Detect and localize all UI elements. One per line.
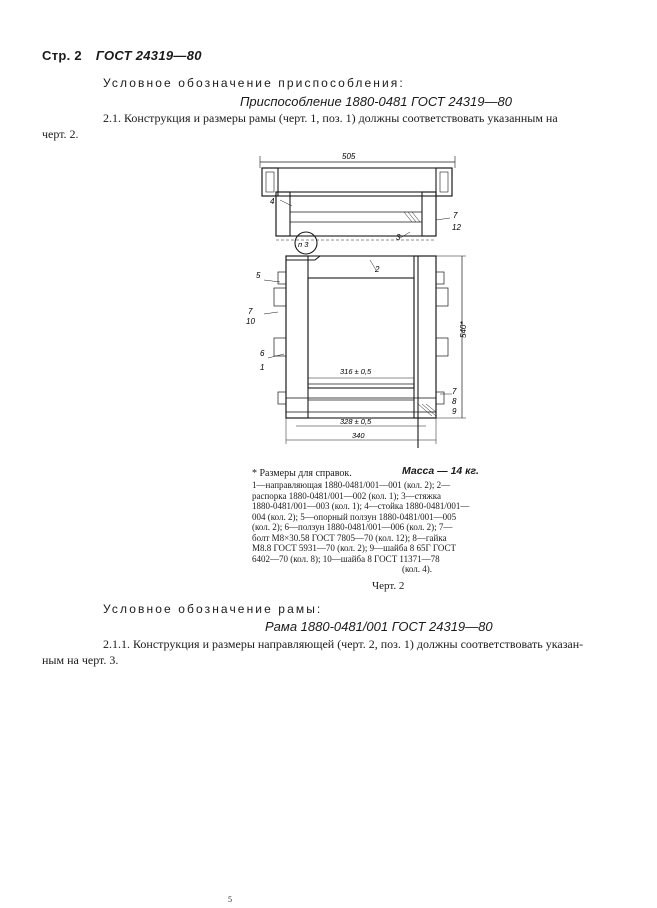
legend-line: болт М8×30.58 ГОСТ 7805—70 (кол. 12); 8—гайка (252, 532, 447, 543)
callout-7-left: 7 (248, 307, 253, 316)
paragraph-2-1-1-line2: ным на черт. 3. (42, 653, 119, 667)
device-designation-label: Условное обозначение приспособления: (103, 76, 405, 90)
callout-p3: п 3 (298, 240, 309, 249)
callout-12: 12 (452, 223, 461, 232)
mass-value: Масса — 14 кг. (402, 465, 479, 477)
paragraph-2-1-line1: 2.1. Конструкция и размеры рамы (черт. 1, поз. 1) должны соответствовать указанным на (103, 111, 558, 125)
legend-line: распорка 1880-0481/001—002 (кол. 1); 3—стяжка (252, 490, 441, 501)
callout-5: 5 (256, 271, 261, 280)
callout-7-bottom: 7 (452, 387, 457, 396)
dim-height: 540* (459, 321, 468, 338)
dim-mid: 328 ± 0,5 (340, 417, 372, 426)
callout-3: 3 (396, 233, 401, 242)
dim-top-width: 505 (342, 152, 356, 161)
page-label: Стр. 2 (42, 48, 82, 63)
reference-note: * Размеры для справок. (252, 468, 352, 479)
legend-line: М8.8 ГОСТ 5931—70 (кол. 2); 9—шайба 8 65Г ГОСТ (252, 543, 456, 553)
callout-7-top: 7 (453, 211, 458, 220)
page-mark: 5 (228, 895, 232, 904)
page-header (42, 48, 202, 63)
standard-number: ГОСТ 24319—80 (95, 48, 202, 63)
parts-legend (252, 480, 502, 575)
frame-designation-label: Условное обозначение рамы: (103, 602, 323, 616)
callout-2: 2 (375, 265, 380, 274)
frame-designation-value: Рама 1880-0481/001 ГОСТ 24319—80 (265, 619, 493, 634)
callout-8: 8 (452, 397, 457, 406)
paragraph-2-1-line2: черт. 2. (42, 127, 79, 141)
legend-line: (кол. 2); 6—ползун 1880-0481/001—006 (кол. 2); 7— (252, 522, 453, 532)
dim-overall: 340 (352, 431, 365, 440)
legend-line: 1880-0481/001—003 (кол. 1); 4—стойка 1880-0481/001— (252, 501, 470, 511)
callout-10: 10 (246, 317, 255, 326)
legend-line: (кол. 4). (402, 564, 433, 574)
figure-caption: Черт. 2 (372, 580, 405, 592)
callout-4: 4 (270, 197, 275, 206)
dim-inner: 316 ± 0,5 (340, 367, 372, 376)
legend-line: 6402—70 (кол. 8); 10—шайба 8 ГОСТ 11371—78 (252, 553, 440, 564)
callout-9-bottom: 9 (452, 407, 457, 416)
callout-1: 1 (260, 363, 265, 372)
callout-6: 6 (260, 349, 265, 358)
legend-line: 1—направляющая 1880-0481/001—001 (кол. 2); 2— (252, 480, 451, 490)
paragraph-2-1-1-line1: 2.1.1. Конструкция и размеры направляющей (черт. 2, поз. 1) должны соответствовать указан- (103, 637, 584, 651)
device-designation-value: Приспособление 1880-0481 ГОСТ 24319—80 (240, 94, 512, 109)
technical-drawing-frame (240, 148, 480, 448)
legend-line: 004 (кол. 2); 5—опорный ползун 1880-0481/001—005 (252, 511, 457, 522)
